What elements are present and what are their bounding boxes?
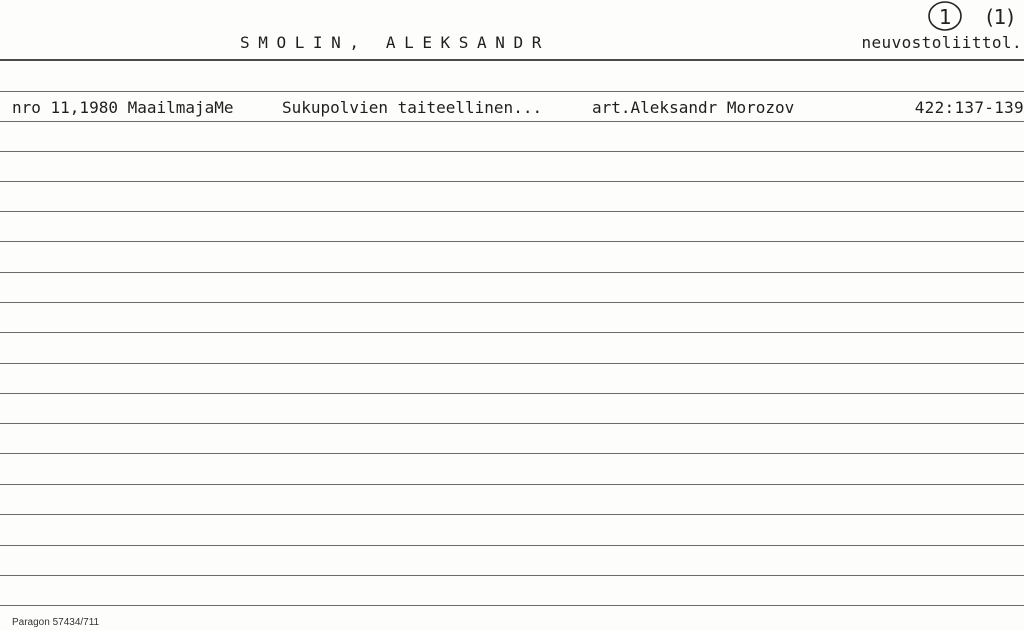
entry-issue: nro 11,1980 MaailmajaMe <box>12 98 234 117</box>
entry-title: Sukupolvien taiteellinen... <box>282 98 543 117</box>
subject-classification: neuvostoliittol. <box>861 33 1022 52</box>
ruled-line <box>0 91 1024 92</box>
ruled-line <box>0 151 1024 152</box>
ruled-line <box>0 332 1024 333</box>
ruled-line <box>0 363 1024 364</box>
ruled-line <box>0 121 1024 122</box>
ruled-line <box>0 423 1024 424</box>
ruled-line <box>0 181 1024 182</box>
ruled-line <box>0 241 1024 242</box>
ruled-line <box>0 393 1024 394</box>
header-rule <box>0 59 1024 61</box>
ruled-line <box>0 605 1024 606</box>
ruled-line <box>0 272 1024 273</box>
author-name: SMOLIN, ALEKSANDR <box>240 33 550 52</box>
ruled-line <box>0 484 1024 485</box>
circled-number-text: 1 <box>939 5 952 29</box>
ruled-line <box>0 545 1024 546</box>
parenthesized-number-text: (1) <box>986 5 1015 29</box>
entry-article-author: art.Aleksandr Morozov <box>592 98 795 117</box>
ruled-line <box>0 302 1024 303</box>
ruled-line <box>0 211 1024 212</box>
circled-number-mark <box>927 0 963 32</box>
entry-pages: 422:137-139 <box>914 98 1024 117</box>
ruled-line <box>0 575 1024 576</box>
ruled-line <box>0 453 1024 454</box>
ruled-line <box>0 514 1024 515</box>
parenthesized-number-mark <box>984 0 1022 32</box>
printer-imprint: Paragon 57434/711 <box>12 617 100 628</box>
